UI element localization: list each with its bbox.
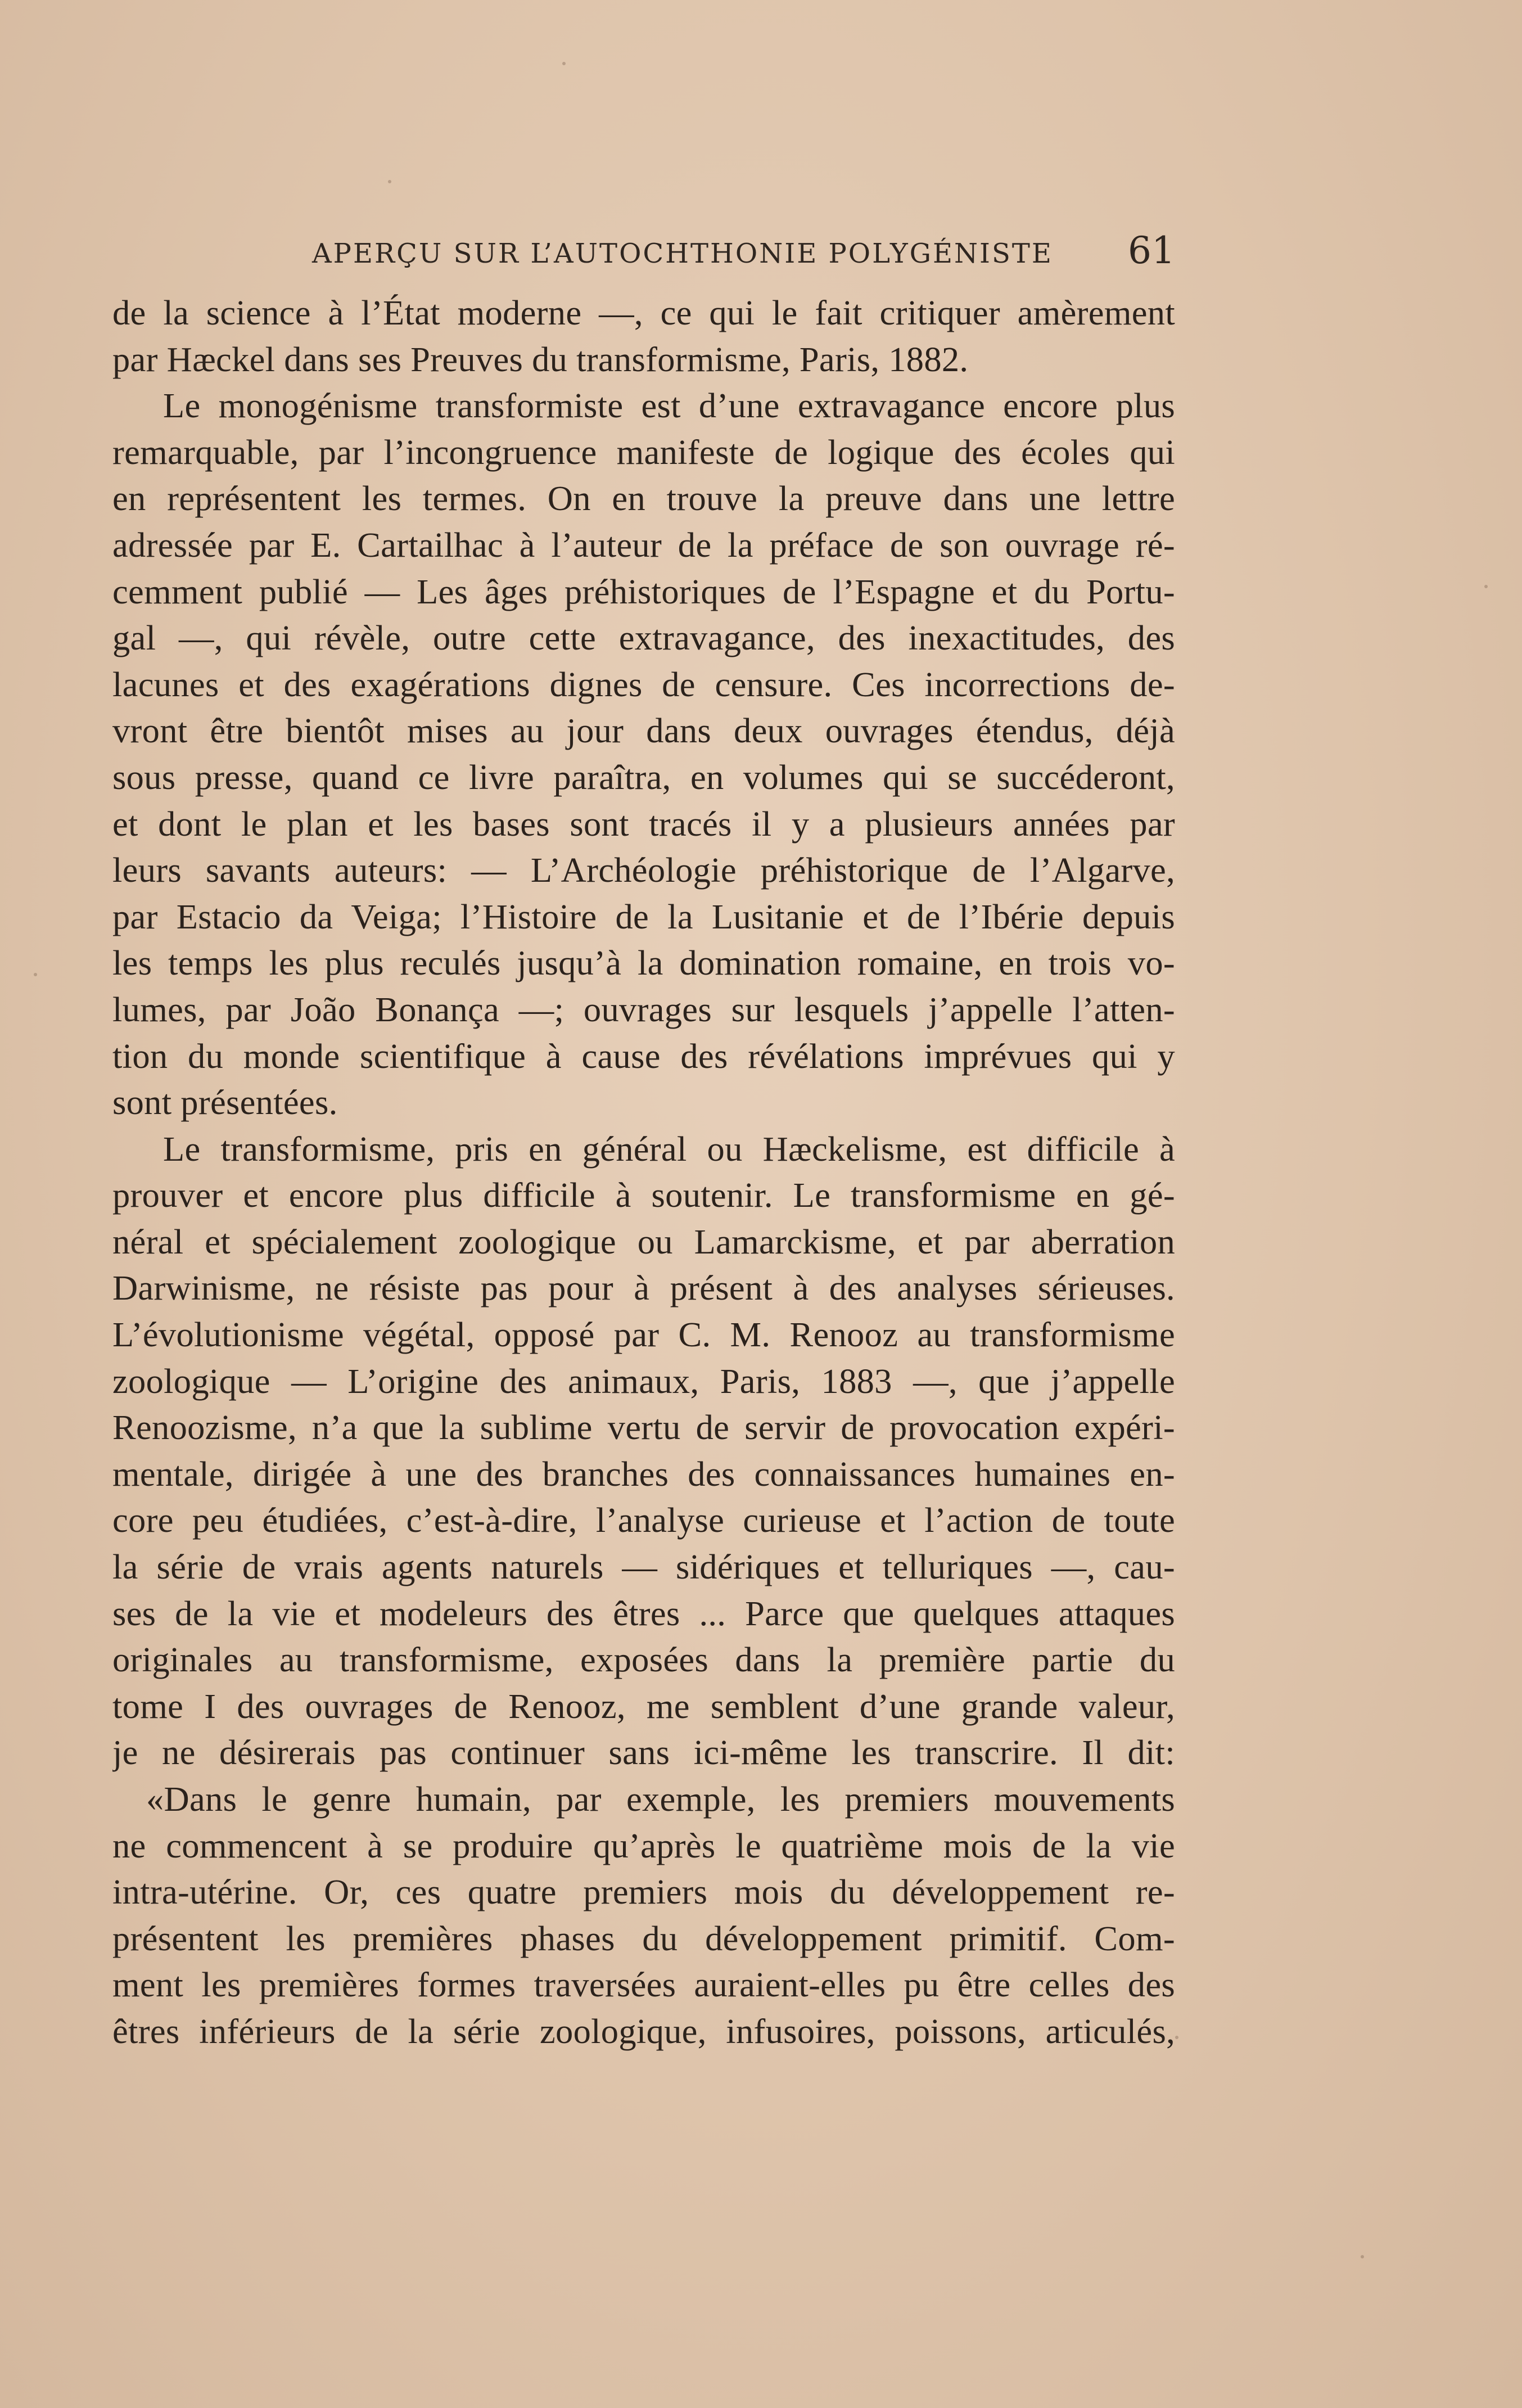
text-line: ne commencent à se produire qu’après le quatrième mois de la vie: [112, 1825, 1175, 1865]
text-line: par Estacio da Veiga; l’Histoire de la Lusitanie et de l’Ibérie depuis: [112, 896, 1175, 936]
text-line: et dont le plan et les bases sont tracés il y a plusieurs années par: [112, 804, 1175, 844]
paper-fleck: [562, 62, 566, 65]
text-line: cemment publié — Les âges préhistoriques de l’Espagne et du Portu-: [112, 571, 1175, 611]
text-line: zoologique — L’origine des animaux, Paris, 1883 —, que j’appelle: [112, 1361, 1175, 1401]
text-line: tome I des ouvrages de Renooz, me semblent d’une grande valeur,: [112, 1686, 1175, 1726]
text-line: la série de vrais agents naturels — sidériques et telluriques —, cau-: [112, 1547, 1175, 1587]
text-line: intra-utérine. Or, ces quatre premiers mois du développement re-: [112, 1872, 1175, 1912]
text-line: néral et spécialement zoologique ou Lamarckisme, et par aberration: [112, 1221, 1175, 1261]
text-line: mentale, dirigée à une des branches des connaissances humaines en-: [112, 1454, 1175, 1494]
text-line: Renoozisme, n’a que la sublime vertu de servir de provocation expéri-: [112, 1408, 1175, 1447]
text-line: sous presse, quand ce livre paraîtra, en volumes qui se succéderont,: [112, 757, 1175, 797]
text-line: prouver et encore plus difficile à soutenir. Le transformisme en gé-: [112, 1175, 1175, 1215]
text-line: originales au transformisme, exposées dans la première partie du: [112, 1640, 1175, 1680]
running-title: APERÇU SUR L’AUTOCHTHONIE POLYGÉNISTE: [312, 238, 1053, 269]
running-head: [112, 222, 1175, 278]
paper-fleck: [388, 180, 391, 183]
text-line: Darwinisme, ne résiste pas pour à présent à des analyses sérieuses.: [112, 1268, 1175, 1308]
text-line: core peu étudiées, c’est-à-dire, l’analyse curieuse et l’action de toute: [112, 1500, 1175, 1540]
text-line: leurs savants auteurs: — L’Archéologie préhistorique de l’Algarve,: [112, 850, 1175, 890]
text-line: lacunes et des exagérations dignes de censure. Ces incorrections de-: [112, 664, 1175, 704]
paper-fleck: [1175, 2036, 1178, 2039]
text-line: par Hæckel dans ses Preuves du transformisme, Paris, 1882.: [112, 339, 969, 379]
text-line: «Dans le genre humain, par exemple, les premiers mouvements: [146, 1779, 1175, 1819]
body-text: [112, 290, 1175, 2055]
text-line: présentent les premières phases du développement primitif. Com-: [112, 1918, 1175, 1958]
text-line: lumes, par João Bonança —; ouvrages sur lesquels j’appelle l’atten-: [112, 989, 1175, 1029]
paper-fleck: [34, 973, 37, 976]
text-line: L’évolutionisme végétal, opposé par C. M. Renooz au transformisme: [112, 1315, 1175, 1355]
text-line: tion du monde scientifique à cause des révélations imprévues qui y: [112, 1036, 1175, 1076]
paper-fleck: [1484, 585, 1488, 588]
text-line: en représentent les termes. On en trouve la preuve dans une lettre: [112, 479, 1175, 518]
text-line: êtres inférieurs de la série zoologique, infusoires, poissons, articulés,: [112, 2011, 1175, 2051]
text-line: vront être bientôt mises au jour dans deux ouvrages étendus, déjà: [112, 711, 1175, 751]
text-line: sont présentées.: [112, 1083, 338, 1122]
text-line: je ne désirerais pas continuer sans ici-même les transcrire. Il dit:: [112, 1733, 1175, 1773]
text-line: Le transformisme, pris en général ou Hæckelisme, est difficile à: [163, 1129, 1175, 1169]
text-line: remarquable, par l’incongruence manifeste de logique des écoles qui: [112, 432, 1175, 472]
paper-fleck: [1361, 2255, 1364, 2258]
text-line: adressée par E. Cartailhac à l’auteur de la préface de son ouvrage ré-: [112, 525, 1175, 565]
text-line: gal —, qui révèle, outre cette extravagance, des inexactitudes, des: [112, 618, 1175, 658]
page-number: 61: [1128, 229, 1175, 272]
text-line: ses de la vie et modeleurs des êtres ... Parce que quelques attaques: [112, 1593, 1175, 1633]
text-line: Le monogénisme transformiste est d’une extravagance encore plus: [163, 386, 1175, 426]
text-line: les temps les plus reculés jusqu’à la domination romaine, en trois vo-: [112, 943, 1175, 983]
text-line: de la science à l’État moderne —, ce qui le fait critiquer amèrement: [112, 293, 1175, 332]
text-line: ment les premières formes traversées auraient-elles pu être celles des: [112, 1965, 1175, 2005]
